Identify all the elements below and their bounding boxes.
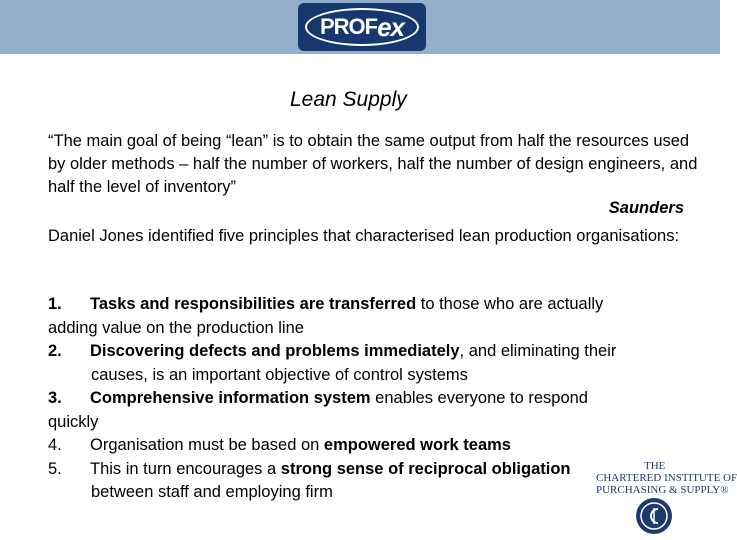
profex-logo-mark xyxy=(305,8,419,46)
principle-pre: This in turn encourages a xyxy=(90,459,281,478)
principle-rest: enables everyone to respond xyxy=(370,389,588,407)
cips-wordmark xyxy=(596,460,737,496)
quote-author: Saunders xyxy=(608,199,684,217)
principle-bold: strong sense of reciprocal obligation xyxy=(280,459,571,478)
principle-line2: between staff and employing firm xyxy=(91,483,333,501)
intro-text: Daniel Jones identified five principles that characterised lean production organisations: xyxy=(48,227,680,245)
principles-list xyxy=(48,293,688,505)
principle-bold: Tasks and responsibilities are transferred xyxy=(90,295,417,313)
principle-item-1 xyxy=(48,293,688,340)
principle-line2: causes, is an important objective of control systems xyxy=(91,365,468,384)
principle-number: 5. xyxy=(48,459,62,478)
principle-bold: Discovering defects and problems immediately xyxy=(90,342,460,360)
principle-number: 2. xyxy=(48,342,62,360)
logo-text-ex: ex xyxy=(377,11,405,42)
principle-pre: Organisation must be based on xyxy=(90,436,324,454)
quote-text: “The main goal of being “lean” is to obtain the same output from half the resources used by older methods – half the number of workers, half the number of design engineers, and half the level of inventory” xyxy=(48,132,698,196)
cips-line-3: PURCHASING & SUPPLY® xyxy=(596,484,729,496)
principle-number: 1. xyxy=(48,295,62,313)
profex-logo xyxy=(298,3,426,51)
principle-item-5 xyxy=(48,458,688,505)
principle-item-4 xyxy=(48,434,688,458)
slide-title: Lean Supply xyxy=(290,88,407,111)
principle-bold: Comprehensive information system xyxy=(90,389,371,407)
principle-line2: adding value on the production line xyxy=(48,318,304,337)
principle-rest: , and eliminating their xyxy=(459,342,617,360)
principle-line2: quickly xyxy=(48,412,99,431)
cips-line-1: THE xyxy=(644,460,666,472)
principle-number: 4. xyxy=(48,436,62,454)
principle-number: 3. xyxy=(48,389,62,407)
cips-line-2: CHARTERED INSTITUTE OF xyxy=(596,472,737,484)
logo-text-main: PROF xyxy=(319,14,378,39)
header-band xyxy=(0,0,720,54)
principle-item-3 xyxy=(48,387,688,434)
principle-item-2 xyxy=(48,340,688,387)
cips-emblem-icon xyxy=(634,496,674,536)
principle-rest: to those who are actually xyxy=(416,295,604,313)
principle-bold: empowered work teams xyxy=(323,436,511,454)
